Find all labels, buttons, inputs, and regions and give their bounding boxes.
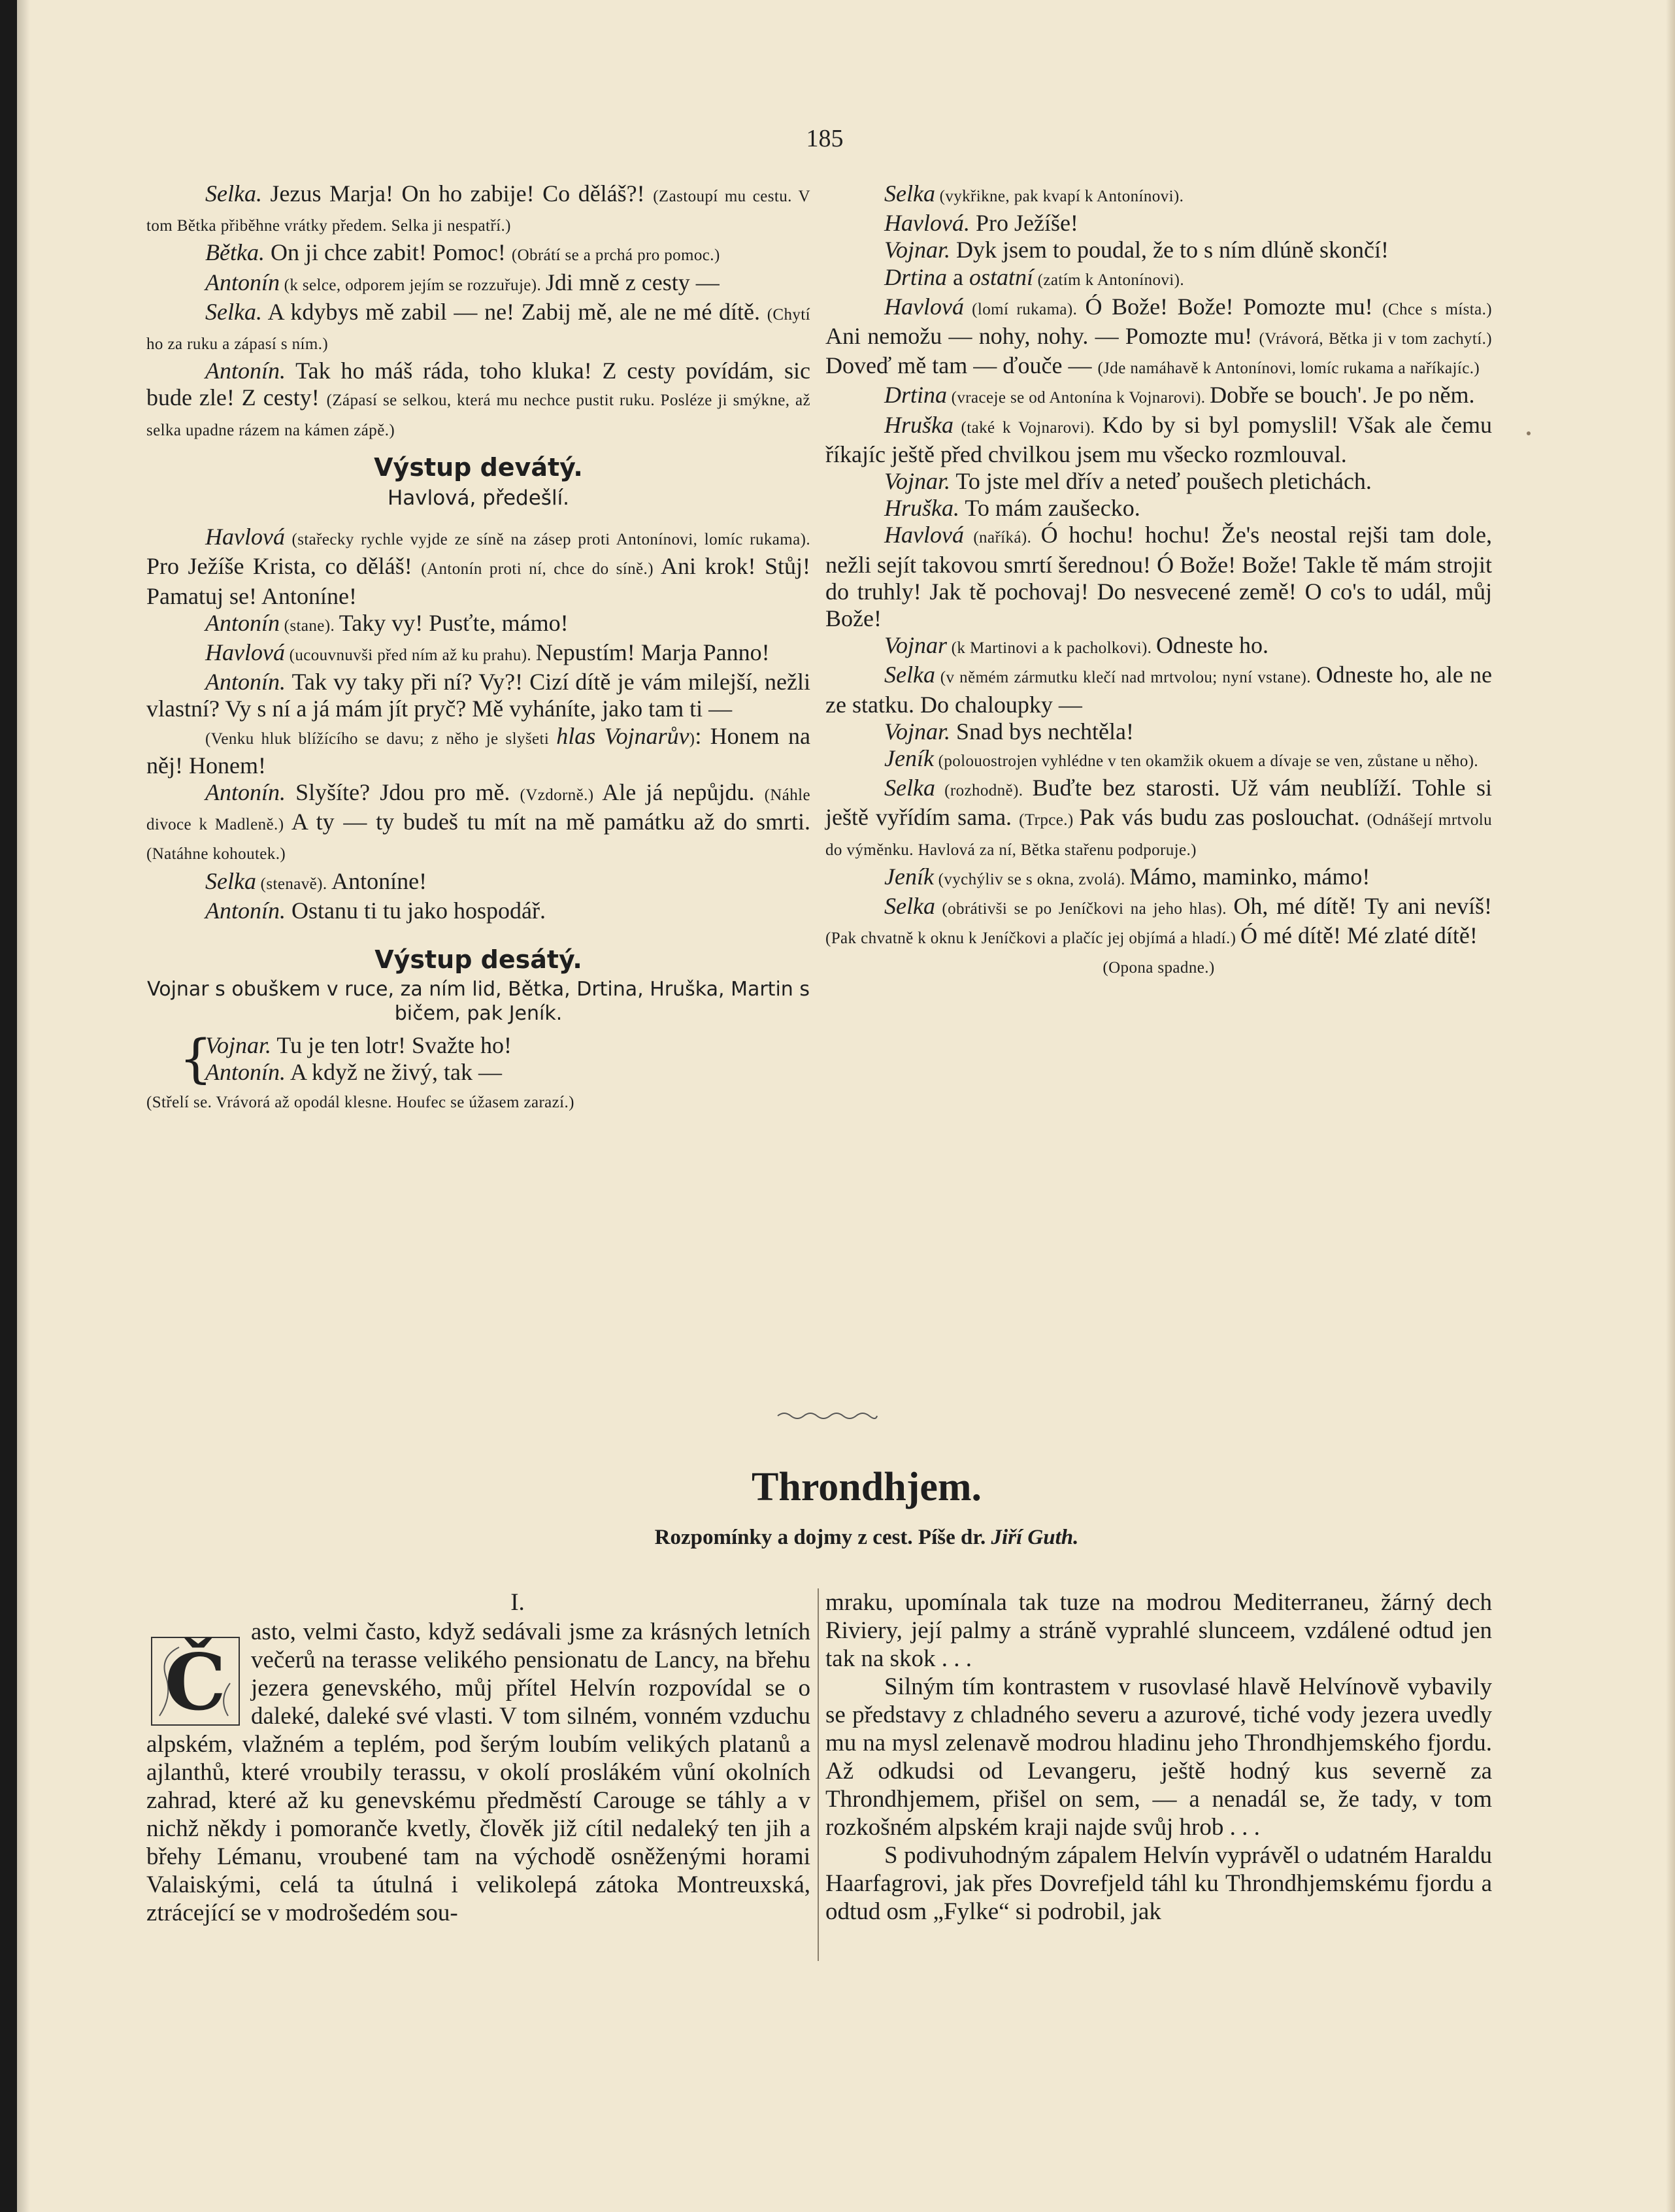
left-column: [146, 180, 810, 1116]
speech-vojnar-1: Vojnar. Tu je ten lotr! Svažte ho!: [205, 1032, 512, 1059]
stage-direction: (také k Vojnarovi).: [954, 418, 1103, 437]
stage-direction: (Vrávorá, Bětka ji v tom zachytí.): [1259, 330, 1492, 348]
speech-selka-3: Selka (stenavě). Antoníne!: [205, 867, 427, 894]
stage-direction-shot: (Střelí se. Vrávorá až opodál klesne. Houfec se úžasem zarazí.): [146, 1093, 574, 1111]
stage-direction: (Zastoupí mu cestu. V tom Bětka přiběhne vrátky předem. Selka ji nespatří.): [146, 188, 810, 235]
speech-havlova-4: Havlová (lomí rukama). Ó Bože! Bože! Pomozte mu! (Chce s místa.) Ani nemožu — nohy, nohy. — Pomozte mu! (Vrávorá, Bětka ji v tom zachytí.) Doveď mě tam — ďouče — (Jde namáhavě k Antonínovi, lomíc rukama a naříkajíc.): [825, 293, 1492, 379]
speech-antonin-4: Antonín. Tak vy taky při ní? Vy?! Cizí dítě je vám milejší, nežli vlastní? Vy s ní a já mám jít pryč? Mě vyháníte, jako tam ti —: [146, 669, 810, 722]
stage-direction: (Odnášejí mrtvolu do výměnku. Havlová za ní, Bětka stařenu podporuje.): [825, 811, 1492, 859]
speech-hruska-2: Hruška. To mám zaušecko.: [884, 495, 1140, 522]
article-title: Throndhjem.: [752, 1465, 982, 1509]
stage-direction: (Obrátí se a prchá pro pomoc.): [511, 246, 720, 265]
article-paragraph-1-cont: mraku, upomínala tak tuze na modrou Mediterraneu, žárný dech Riviery, její palmy a stráně vyprahlé slunceem, vzdálené odtud jen tak na skok . . .: [825, 1589, 1492, 1672]
stage-direction: (vykřikne, pak kvapí k Antonínovi).: [935, 188, 1184, 205]
brace-symbol: {: [179, 1028, 212, 1090]
speech-antonin-6: Antonín. Ostanu ti tu jako hospodář.: [205, 897, 546, 924]
speech-selka-6: Selka (rozhodně). Buďte bez starosti. Už vám neublíží. Tohle si ještě vyřídím sama. (Trpce.) Pak vás budu zas poslouchat. (Odnášejí mrtvolu do výměnku. Havlová za ní, Bětka stařenu podporuje.): [825, 775, 1492, 859]
speech-selka-7: Selka (obrátivši se po Jeníčkovi na jeho hlas). Oh, mé dítě! Ty ani nevíš! (Pak chvatně k oknu k Jeníčkovi a plačíc jej objímá a hladí.) Ó mé dítě! Mé zlaté dítě!: [825, 893, 1492, 949]
stage-direction: (lomí rukama).: [963, 300, 1086, 318]
stage-direction: (vychýliv se s okna, zvolá).: [933, 870, 1130, 888]
right-column: [825, 180, 1492, 982]
article-subtitle: Rozpomínky a dojmy z cest. Píše dr. Jiří Guth.: [654, 1526, 1079, 1549]
article-left-column: [146, 1588, 810, 1927]
stage-direction: (Chce s místa.): [1382, 300, 1492, 318]
page-edge-shadow: [1666, 0, 1675, 2212]
chapter-number: I.: [510, 1589, 525, 1616]
stage-direction: (k selce, odporem jejím se rozzuřuje).: [280, 276, 546, 294]
stage-direction: (naříká).: [963, 529, 1041, 547]
speech-jenik-1: Jeník (polouostrojen vyhlédne v ten okamžik okuem a dívaje se ven, zůstane u něho).: [884, 745, 1478, 772]
scene-heading-10: Výstup desátý.: [374, 945, 582, 975]
speech-vojnar-5: Vojnar. Snad bys nechtěla!: [884, 718, 1134, 745]
scene-cast-10: Vojnar s obuškem v ruce, za ním lid, Bětka, Drtina, Hruška, Martin s bičem, pak Jeník.: [147, 978, 810, 1026]
speech-antonin-3: Antonín (stane). Taky vy! Pusťte, mámo!: [205, 609, 569, 636]
article-paragraph-3: S podivuhodným zápalem Helvín vyprávěl o udatném Haraldu Haarfagrovi, jak přes Dovrefjeld táhl ku Throndhjemskému fjordu a odtud osm „Fylke“ si podrobil, jak: [825, 1842, 1492, 1925]
speech-havlova-5: Havlová (naříká). Ó hochu! hochu! Že's neostal rejši tam dole, nežli sejít takovou smrtí šerednou! Ó Bože! Bože! Takle tě mám strojit do truhly! Jak tě pochovaj! Do nesvecené země! O co's to udál, můj Bože!: [825, 522, 1493, 632]
stage-direction: (stenavě).: [256, 875, 332, 893]
scene-cast-9: Havlová, předešlí.: [387, 486, 570, 511]
column-rule: [818, 1588, 819, 1961]
stage-direction: (ucouvnuvši před ním až ku prahu).: [284, 646, 536, 665]
speech-vojnar-2: Vojnar. Dyk jsem to poudal, že to s ním dlúně skončí!: [884, 237, 1389, 263]
speech-selka-2: Selka. A kdybys mě zabil — ne! Zabij mě, ale ne mé dítě. (Chytí ho za ruku a zápasí s ním.): [146, 298, 810, 354]
dropcap-letter: Č: [165, 1637, 226, 1728]
stage-direction: (polouostrojen vyhlédne v ten okamžik okuem a dívaje se ven, zůstane u něho).: [933, 752, 1478, 771]
page-number: 185: [806, 125, 844, 152]
ornament-divider: [775, 1408, 880, 1424]
speech-havlova-1: Havlová (stařecky rychle vyjde ze síně na zásep proti Antonínovi, lomíc rukama). Pro Ježíše Krista, co děláš! (Antonín proti ní, chce do síně.) Ani krok! Stůj! Pamatuj se! Antoníne!: [146, 524, 810, 609]
simultaneous-speech-group: [146, 1028, 810, 1090]
speech-hruska-1: Hruška (také k Vojnarovi). Kdo by si byl pomyslil! Však ale čemu říkajíc ještě před chvilkou jsem mu všecko rozmlouval.: [825, 411, 1492, 467]
stage-direction-crowd: (Venku hluk blížícího se davu; z něho je slyšeti hlas Vojnarův): Honem na něj! Honem!: [146, 722, 810, 779]
stage-direction: (Náhle divoce k Madleně.): [146, 786, 810, 834]
stage-direction: (Pak chvatně k oknu k Jeníčkovi a plačíc jej objímá a hladí.): [825, 930, 1241, 948]
book-page: [17, 0, 1675, 2212]
speech-betka: Bětka. On ji chce zabit! Pomoc! (Obrátí se a prchá pro pomoc.): [205, 239, 720, 266]
stage-direction: (rozhodně).: [935, 782, 1033, 800]
stage-direction: (vraceje se od Antonína k Vojnarovi).: [947, 389, 1210, 407]
speech-antonin-1: Antonín (k selce, odporem jejím se rozzuřuje). Jdi mně z cesty —: [205, 269, 720, 295]
speech-vojnar-4: Vojnar (k Martinovi a k pacholkovi). Odneste ho.: [884, 632, 1269, 659]
speech-antonin-5: Antonín. Slyšíte? Jdou pro mě. (Vzdorně.) Ale já nepůjdu. (Náhle divoce k Madleně.) A ty — ty budeš tu mít na mě památku až do smrti. (Natáhne kohoutek.): [146, 779, 810, 863]
speech-drtina-2: Drtina (vraceje se od Antonína k Vojnarovi). Dobře se bouch'. Je po něm.: [884, 382, 1475, 409]
speech-havlova-2: Havlová (ucouvnuvši před ním až ku prahu). Nepustím! Marja Panno!: [205, 639, 770, 666]
scene-heading-9: Výstup devátý.: [374, 452, 583, 482]
speech-jenik-2: Jeník (vychýliv se s okna, zvolá). Mámo, maminko, mámo!: [884, 863, 1370, 890]
speech-selka-5: Selka (v němém zármutku klečí nad mrtvolou; nyní vstane). Odneste ho, ale ne ze statku. Do chaloupky —: [825, 662, 1492, 718]
speech-drtina-1: Drtina a ostatní (zatím k Antonínovi).: [884, 263, 1185, 290]
decorated-initial: [146, 1618, 244, 1729]
stage-direction: (stane).: [280, 616, 339, 635]
curtain-note: (Opona spadne.): [1103, 959, 1215, 977]
stage-direction: (Jde namáhavě k Antonínovi, lomíc rukama a naříkajíc.): [1097, 360, 1480, 378]
article-right-column: [825, 1588, 1492, 1926]
stage-direction: (zatím k Antonínovi).: [1033, 271, 1185, 289]
speech-selka-4: Selka (vykřikne, pak kvapí k Antonínovi).: [884, 180, 1184, 207]
speech-antonin-7: Antonín. A když ne živý, tak —: [205, 1059, 502, 1086]
speech-vojnar-3: Vojnar. To jste mel dřív a neteď poušech pletichách.: [884, 468, 1372, 495]
stage-direction: (obrátivši se po Jeníčkovi na jeho hlas).: [935, 900, 1234, 918]
article-paragraph-2: Silným tím kontrastem v rusovlasé hlavě Helvínově vybavily se představy z chladného severu a azurové, tiché vody jezera uvedly mu na mysl zelenavě modrou hladinu jeho Throndhjemského fjordu. Až odkudsi od Levangeru, ještě hodný kus severně za Throndhjemem, přišel on sem, — a nenadál se, že tady, v tom rozkošném alpském kraji najde svůj hrob . . .: [825, 1673, 1492, 1841]
stage-direction: (Chytí ho za ruku a zápasí s ním.): [146, 305, 810, 354]
author-name: Jiří Guth.: [991, 1526, 1079, 1549]
article-paragraph-1: asto, velmi často, když sedávali jsme za krásných letních večerů na terasse velikého pensionatu de Lancy, na břehu jezera genevského, můj přítel Helvín rozpovídal se o daleké, daleké své vlasti. V tom silném, vonném vzduchu alpském, vlažném a teplém, pod šerým loubím velikých platanů a ajlanthů, které vroubily terassu, v okolí proslákém vůní okolních zahrad, které až ku genevskému předměstí Carouge se táhly a v nichž někdy i pomoranče kvetly, člověk již cítil nedaleký ten jih a břehy Lémanu, vroubené tam na východě osněženými horami Valaiskými, celá ta útulná i velikolepá zátoka Montreuxská, ztrácející se v modrošedém sou-: [146, 1618, 810, 1926]
speech-antonin-2: Antonín. Tak ho máš ráda, toho kluka! Z cesty povídám, sic bude zle! Z cesty! (Zápasí se selkou, která mu nechce pustit ruku. Posléze ji smýkne, až selka upadne rázem na kámen zápě.): [146, 358, 810, 439]
stage-direction: (Antonín proti ní, chce do síně.): [421, 560, 661, 578]
speech-havlova-3: Havlová. Pro Ježíše!: [884, 210, 1078, 237]
ink-dot: [1527, 431, 1531, 435]
stage-direction: (k Martinovi a k pacholkovi).: [947, 639, 1156, 658]
speech-selka-1: Selka. Jezus Marja! On ho zabije! Co děláš?! (Zastoupí mu cestu. V tom Bětka přiběhne vrátky předem. Selka ji nespatří.): [146, 180, 810, 235]
stage-direction: (Zápasí se selkou, která mu nechce pustit ruku. Posléze ji smýkne, až selka upadne rázem na kámen zápě.): [146, 392, 810, 439]
stage-direction: (stařecky rychle vyjde ze síně na zásep proti Antonínovi, lomíc rukama).: [284, 531, 810, 549]
stage-direction: (v němém zármutku klečí nad mrtvolou; nyní vstane).: [935, 669, 1316, 687]
stage-direction: (Trpce.): [1019, 811, 1080, 830]
stage-direction: (Natáhne kohoutek.): [146, 845, 286, 863]
stage-direction: (Vzdorně.): [520, 786, 603, 805]
